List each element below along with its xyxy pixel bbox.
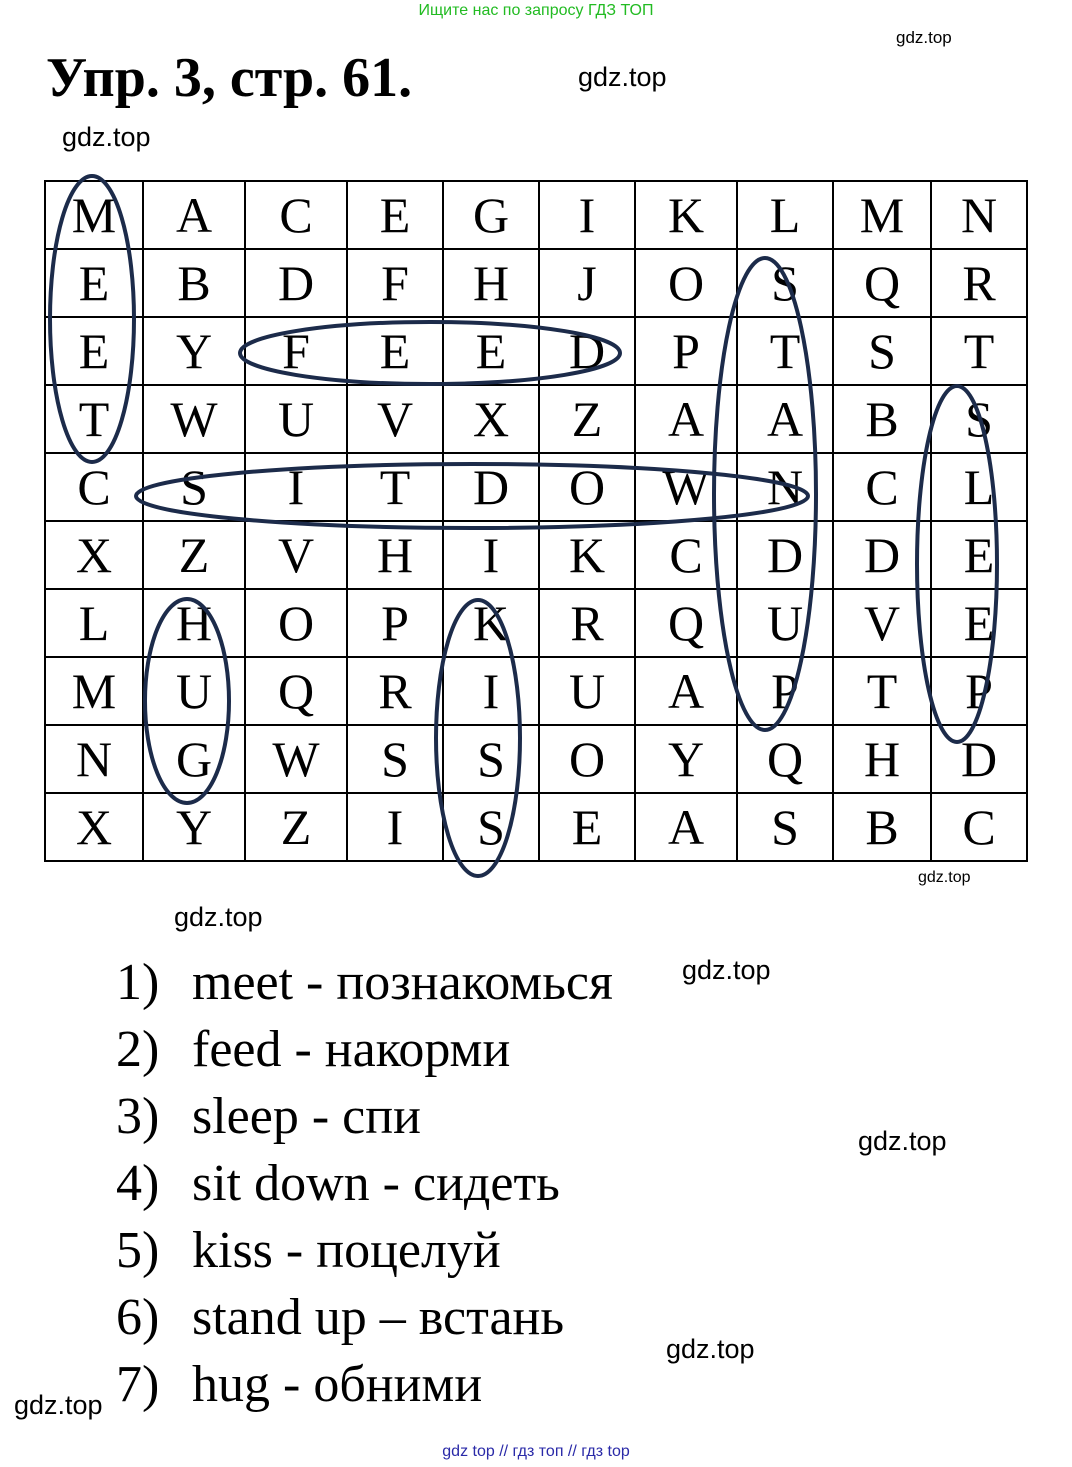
grid-cell: R [347,657,443,725]
grid-cell: S [443,725,539,793]
grid-cell: S [443,793,539,861]
grid-cell: U [737,589,833,657]
grid-cell: C [931,793,1027,861]
answer-text: stand up – встань [192,1289,565,1346]
grid-cell: O [245,589,347,657]
answer-text: sit down - сидеть [192,1155,560,1212]
top-banner: Ищите нас по запросу ГДЗ ТОП [418,2,654,19]
grid-cell: R [539,589,635,657]
answer-number: 3) [116,1088,160,1145]
grid-cell: E [347,181,443,249]
grid-cell: K [443,589,539,657]
grid-cell: T [45,385,143,453]
grid-row [45,725,1027,793]
grid-cell: I [539,181,635,249]
grid-cell: N [931,181,1027,249]
grid-cell: P [737,657,833,725]
answer-item [116,1220,613,1287]
grid-cell: L [737,181,833,249]
grid-cell: C [45,453,143,521]
grid-cell: M [45,657,143,725]
answer-text: feed - накорми [192,1021,511,1078]
grid-cell: G [143,725,245,793]
grid-cell: T [931,317,1027,385]
watermark: gdz.top [62,122,151,152]
grid-cell: A [635,793,737,861]
grid-cell: F [245,317,347,385]
watermark: gdz.top [918,869,971,886]
grid-cell: I [443,521,539,589]
grid-cell: D [539,317,635,385]
grid-cell: J [539,249,635,317]
grid-cell: B [143,249,245,317]
footer-links: gdz top // гдз топ // гдз top [442,1443,630,1460]
exercise-title: Упр. 3, стр. 61. [46,47,413,109]
grid-row [45,793,1027,861]
grid-cell: D [245,249,347,317]
grid-cell: Y [143,317,245,385]
grid-cell: E [45,249,143,317]
grid-cell: Z [143,521,245,589]
grid-cell: X [45,793,143,861]
grid-cell: E [45,317,143,385]
answer-text: kiss - поцелуй [192,1222,501,1279]
grid-cell: U [143,657,245,725]
answer-number: 5) [116,1222,160,1279]
grid-cell: T [737,317,833,385]
watermark: gdz.top [14,1390,103,1420]
grid-cell: L [931,453,1027,521]
grid-cell: I [245,453,347,521]
answer-number: 6) [116,1289,160,1346]
watermark: gdz.top [896,28,952,47]
grid-row [45,181,1027,249]
grid-cell: P [347,589,443,657]
grid-cell: H [143,589,245,657]
grid-cell: D [833,521,931,589]
grid-cell: Z [539,385,635,453]
watermark: gdz.top [174,902,263,932]
grid-cell: O [635,249,737,317]
answer-number: 2) [116,1021,160,1078]
grid-cell: O [539,453,635,521]
grid-cell: C [833,453,931,521]
grid-row [45,249,1027,317]
grid-cell: I [443,657,539,725]
grid-cell: E [931,589,1027,657]
grid-cell: Q [245,657,347,725]
grid-cell: O [539,725,635,793]
grid-cell: R [931,249,1027,317]
grid-cell: W [143,385,245,453]
grid-cell: D [443,453,539,521]
grid-cell: F [347,249,443,317]
grid-cell: C [635,521,737,589]
grid-cell: K [539,521,635,589]
answer-number: 7) [116,1356,160,1413]
grid-cell: D [737,521,833,589]
watermark: gdz.top [578,62,667,92]
grid-cell: E [539,793,635,861]
grid-cell: D [931,725,1027,793]
grid-row [45,453,1027,521]
answer-item [116,1287,613,1354]
grid-cell: Q [635,589,737,657]
grid-cell: V [245,521,347,589]
grid-cell: U [245,385,347,453]
answer-item [116,952,613,1019]
answer-item [116,1019,613,1086]
grid-cell: L [45,589,143,657]
grid-row [45,317,1027,385]
word-search-grid [44,180,1028,862]
grid-cell: P [931,657,1027,725]
grid-cell: I [347,793,443,861]
watermark: gdz.top [666,1334,755,1364]
grid-cell: A [737,385,833,453]
grid-cell: S [737,249,833,317]
grid-cell: S [833,317,931,385]
grid-cell: H [443,249,539,317]
answer-text: hug - обними [192,1356,483,1413]
grid-cell: E [443,317,539,385]
grid-cell: S [931,385,1027,453]
grid-cell: M [833,181,931,249]
grid-cell: T [347,453,443,521]
grid-cell: H [347,521,443,589]
grid-row [45,589,1027,657]
watermark: gdz.top [682,955,771,985]
answer-number: 4) [116,1155,160,1212]
grid-cell: K [635,181,737,249]
watermark: gdz.top [858,1126,947,1156]
grid-cell: V [347,385,443,453]
grid-cell: Z [245,793,347,861]
grid-cell: Y [635,725,737,793]
answer-number: 1) [116,954,160,1011]
grid-cell: G [443,181,539,249]
grid-cell: N [737,453,833,521]
grid-cell: T [833,657,931,725]
grid-cell: B [833,385,931,453]
grid-cell: U [539,657,635,725]
grid-cell: V [833,589,931,657]
grid-cell: S [143,453,245,521]
grid-cell: C [245,181,347,249]
answer-item [116,1354,613,1421]
answer-list [116,952,613,1421]
grid-cell: S [347,725,443,793]
answer-item [116,1086,613,1153]
grid-cell: X [443,385,539,453]
grid-cell: W [245,725,347,793]
grid-cell: Q [833,249,931,317]
grid-cell: W [635,453,737,521]
grid-cell: A [635,657,737,725]
grid-cell: Y [143,793,245,861]
grid-cell: A [635,385,737,453]
grid-cell: A [143,181,245,249]
grid-row [45,521,1027,589]
answer-item [116,1153,613,1220]
grid-cell: S [737,793,833,861]
grid-row [45,385,1027,453]
grid-cell: N [45,725,143,793]
grid-cell: E [931,521,1027,589]
grid-row [45,657,1027,725]
answer-text: meet - познакомься [192,954,613,1011]
answer-text: sleep - спи [192,1088,421,1145]
grid-cell: H [833,725,931,793]
grid-cell: B [833,793,931,861]
grid-cell: M [45,181,143,249]
grid-cell: P [635,317,737,385]
grid-cell: X [45,521,143,589]
grid-cell: Q [737,725,833,793]
grid-cell: E [347,317,443,385]
